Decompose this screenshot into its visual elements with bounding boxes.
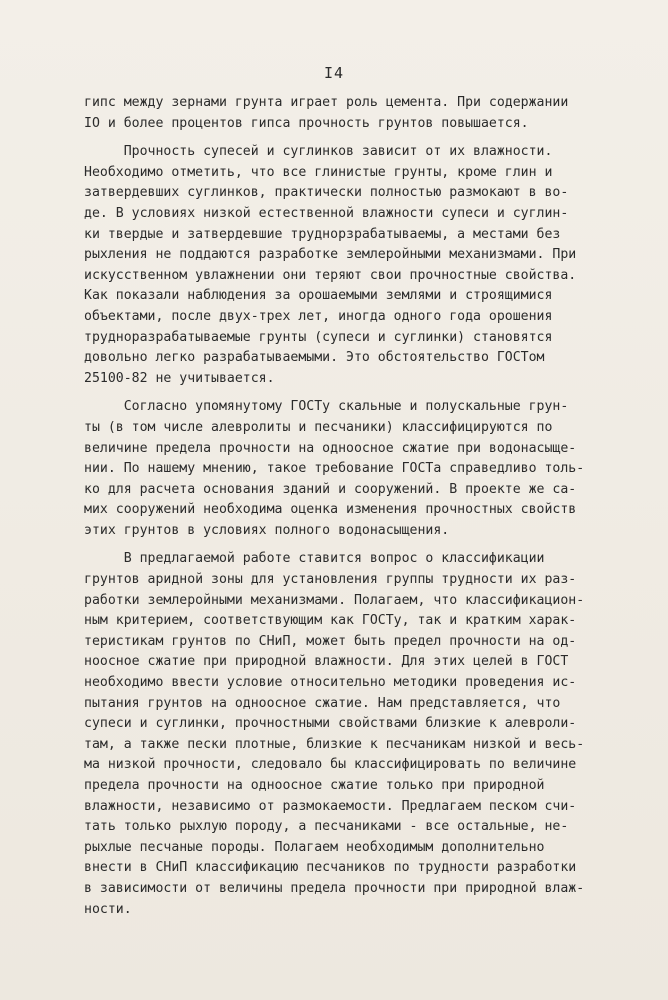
text-line: теристикам грунтов по СНиП, может быть предел прочности на од- <box>84 633 577 649</box>
text-line: этих грунтов в условиях полного водонасыщения. <box>84 522 450 538</box>
text-line: Необходимо отметить, что все глинистые грунты, кроме глин и <box>84 164 553 180</box>
text-line: тать только рыхлую породу, а песчаниками - все остальные, не- <box>84 819 569 835</box>
text-line: IO и более процентов гипса прочность грунтов повышается. <box>84 115 529 131</box>
text-line: Как показали наблюдения за орошаемыми землями и строящимися <box>84 288 553 304</box>
text-line: влажности, независимо от размокаемости. Предлагаем песком счи- <box>84 798 577 814</box>
text-line: супеси и суглинки, прочностными свойствами близкие к алевроли- <box>84 716 577 732</box>
text-line: пытания грунтов на одноосное сжатие. Нам представляется, что <box>84 695 561 711</box>
text-line: рыхлые песчаные породы. Полагаем необходимым дополнительно <box>84 839 545 855</box>
text-line: Согласно упомянутому ГОСТу скальные и полускальные грун- <box>84 399 569 415</box>
text-line: трудноразрабатываемые грунты (супеси и суглинки) становятся <box>84 329 553 345</box>
text-line: работки землеройными механизмами. Полагаем, что классификацион- <box>84 592 585 608</box>
text-line: ноосное сжатие при природной влажности. Для этих целей в ГОСТ <box>84 654 569 670</box>
text-line: ности. <box>84 901 132 917</box>
text-line: грунтов аридной зоны для установления группы трудности их раз- <box>84 572 577 588</box>
text-line: внести в СНиП классификацию песчаников по трудности разработки <box>84 860 577 876</box>
text-line: искусственном увлажнении они теряют свои прочностные свойства. <box>84 267 577 283</box>
text-line: предела прочности на одноосное сжатие только при природной <box>84 778 545 793</box>
text-line: необходимо ввести условие относительно методики проведения ис- <box>84 675 577 691</box>
text-line: мих сооружений необходима оценка изменения прочностных свойств <box>84 502 577 518</box>
text-line: ма низкой прочности, следовало бы классифицировать по величине <box>84 757 577 773</box>
text-line: ки твердые и затвердевшие труднорзрабатываемы, а местами без <box>84 226 561 242</box>
text-line: ко для расчета основания зданий и сооружений. В проекте же са- <box>84 481 577 497</box>
text-line: объектами, после двух-трех лет, иногда одного года орошения <box>84 308 553 324</box>
body-text <box>84 93 614 920</box>
text-line: затвердевших суглинков, практически полностью размокают в во- <box>84 185 569 201</box>
text-line: величине предела прочности на одноосное сжатие при водонасыще- <box>84 440 577 456</box>
text-line: В предлагаемой работе ставится вопрос о классификации <box>84 551 545 567</box>
page-number: I4 <box>323 64 345 82</box>
text-line: гипс между зернами грунта играет роль цемента. При содержании <box>84 95 569 110</box>
text-line: ным критерием, соответствующим как ГОСТу, так и кратким харак- <box>84 613 577 629</box>
text-line: де. В условиях низкой естественной влажности супеси и суглин- <box>84 205 569 221</box>
text-line: там, а также пески плотные, близкие к песчаникам низкой и весь- <box>84 736 585 752</box>
text-line: рыхления не поддаются разработке землеройными механизмами. При <box>84 247 577 263</box>
text-line: довольно легко разрабатываемыми. Это обстоятельство ГОСТом <box>84 350 545 366</box>
text-line: в зависимости от величины предела прочности при природной влаж- <box>84 880 585 896</box>
text-line: ты (в том числе алевролиты и песчаники) классифицируются по <box>84 419 553 435</box>
text-line: 25100-82 не учитывается. <box>84 370 275 386</box>
text-line: Прочность супесей и суглинков зависит от их влажности. <box>84 144 553 160</box>
text-line: нии. По нашему мнению, такое требование ГОСТа справедливо толь- <box>84 461 585 477</box>
